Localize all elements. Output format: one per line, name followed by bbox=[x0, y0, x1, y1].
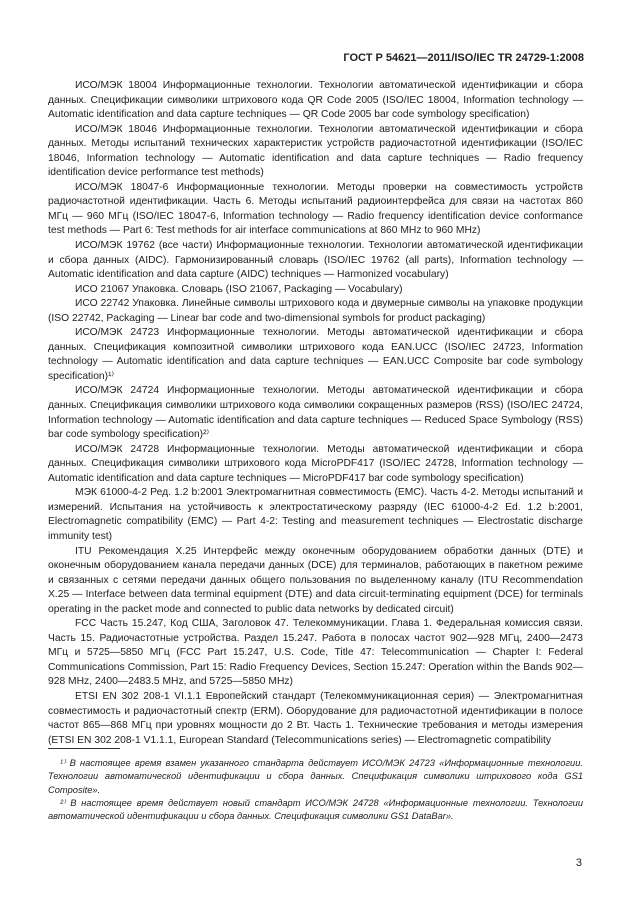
reference-paragraph: ETSI EN 302 208-1 VI.1.1 Европейский стандарт (Телекоммуникационная серия) — Электромагнитная совместимость и радиочастотный спектр (ERM). Оборудование для радиочастотной идентификации в полосе частот 865—868 МГц при уровнях мощности до 2 Вт. Часть 1. Технические требования и методы измерения (ETSI EN 302 208-1 V1.1.1, European Standard (Telecommunications series) — Electromagnetic compatibility bbox=[48, 690, 583, 746]
reference-paragraph: ИСО/МЭК 24728 Информационные технологии. Методы автоматической идентификации и сбора данных. Спецификация символики штрихового кода MicroPDF417 (ISO/IEC 24728, Information technology — Automatic identification and data capture techniques — MicroPDF417 bar code symbology specification) bbox=[48, 443, 583, 484]
reference-paragraph: МЭК 61000-4-2 Ред. 1.2 b:2001 Электромагнитная совместимость (ЕМС). Часть 4-2. Методы испытаний и измерений. Испытания на устойчивость к электростатическому разряду (IEC 61000-4-2 Ed. 1.2 b:2001, Electromagnetic compatibility (EMC) — Part 4-2: Testing and measurement techniques — Electrostatic discharge immunity test) bbox=[48, 487, 583, 542]
page-number: 3 bbox=[575, 857, 582, 869]
reference-paragraph: ИСО/МЭК 18004 Информационные технологии. Технологии автоматической идентификации и сбора данных. Спецификации символики штрихового кода QR Code 2005 (ISO/IEC 18004, Information technology — Automatic identification and data capture techniques — QR Code 2005 bar code symbology specification) bbox=[48, 80, 583, 121]
references-list bbox=[48, 79, 583, 748]
reference-paragraph: FCC Часть 15.247, Код США, Заголовок 47. Телекоммуникации. Глава 1. Федеральная комиссия связи. Часть 15. Радиочастотные устройства. Раздел 15.247. Работа в полосах частот 902—928 МГц, 2400—2473 МГц и 5725—5850 МГц (FCC Part 15.247, U.S. Code, Title 47: Telecommunication — Chapter I: Federal Communications Commission, Part 15: Radio Frequency Devices, Section 15.247: Operation within the Bands 902—928 MHz, 2400—2483.5 MHz, and 5725—5850 MHz) bbox=[48, 618, 583, 688]
footnote: ²⁾ В настоящее время действует новый стандарт ИСО/МЭК 24728 «Информационные технологии. Технологии автоматической идентификации и сбора данных. Спецификация символики GS1 DataBar». bbox=[48, 797, 583, 822]
footnotes bbox=[48, 757, 583, 823]
reference-paragraph: ИСО/МЭК 18047-6 Информационные технологии. Методы проверки на совместимость устройств радиочастотной идентификации. Часть 6. Методы испытаний радиоинтерфейса для связи на частотах 860 МГц — 960 МГц (ISO/IEC 18047-6, Information technology — Radio frequency identification device conformance test methods — Part 6: Test methods for air interface communications at 860 MHz to 960 MHz) bbox=[48, 181, 583, 237]
reference-paragraph: ИСО/МЭК 19762 (все части) Информационные технологии. Технологии автоматической идентификации и сбора данных (AIDC). Гармонизированный словарь (ISO/IEC 19762 (all parts), Information technology — Automatic identification and data capture (AIDC) techniques — Harmonized vocabulary) bbox=[48, 240, 583, 281]
document-header: ГОСТ Р 54621—2011/ISO/IEC TR 24729-1:2008 bbox=[343, 52, 584, 64]
footnote: ¹⁾ В настоящее время взамен указанного стандарта действует ИСО/МЭК 24723 «Информационные технологии. Технологии автоматической идентификации и сбора данных. Спецификация символики штрихового кода GS1 Composite». bbox=[48, 758, 583, 795]
reference-paragraph: ИСО 21067 Упаковка. Словарь (ISO 21067, Packaging — Vocabulary) bbox=[75, 283, 403, 295]
reference-paragraph: ИСО/МЭК 18046 Информационные технологии. Технологии автоматической идентификации и сбора данных. Методы испытаний технических характеристик устройств радиочастотной идентификации (ISO/IEC 18046, Information technology — Automatic identification and data capture techniques — Radio frequency identification device performance test methods) bbox=[48, 123, 583, 179]
reference-paragraph: ITU Рекомендация X.25 Интерфейс между оконечным оборудованием обработки данных (DTE) и оконечным оборудованием канала передачи данных (DCE) для терминалов, работающих в пакетном режиме и связанных с сетями передачи данных общего пользования по выделенному каналу (ITU Recommendation X.25 — Interface between data terminal equipment (DTE) and data circuit-terminating equipment (DCE) for terminals operating in the packet mode and connected to public data networks by dedicated circuit) bbox=[48, 545, 583, 615]
reference-paragraph: ИСО/МЭК 24724 Информационные технологии. Методы автоматической идентификации и сбора данных. Спецификация символики штрихового кода символики сокращенных размеров (RSS) (ISO/IEC 24724, Information technology — Automatic identification and data capture techniques — Reduced Space Symbology (RSS) bar code symbology specification)²⁾ bbox=[48, 385, 583, 441]
reference-paragraph: ИСО 22742 Упаковка. Линейные символы штрихового кода и двумерные символы на упаковке продукции (ISO 22742, Packaging — Linear bar code and two-dimensional symbols for product packaging) bbox=[48, 298, 583, 324]
reference-paragraph: ИСО/МЭК 24723 Информационные технологии. Методы автоматической идентификации и сбора данных. Спецификация композитной символики штрихового кода EAN.UCC (ISO/IEC 24723, Information technology — Automatic identification and data capture techniques — EAN.UCC Composite bar code symbology specification)¹⁾ bbox=[48, 327, 583, 382]
footnote-divider bbox=[48, 748, 120, 749]
